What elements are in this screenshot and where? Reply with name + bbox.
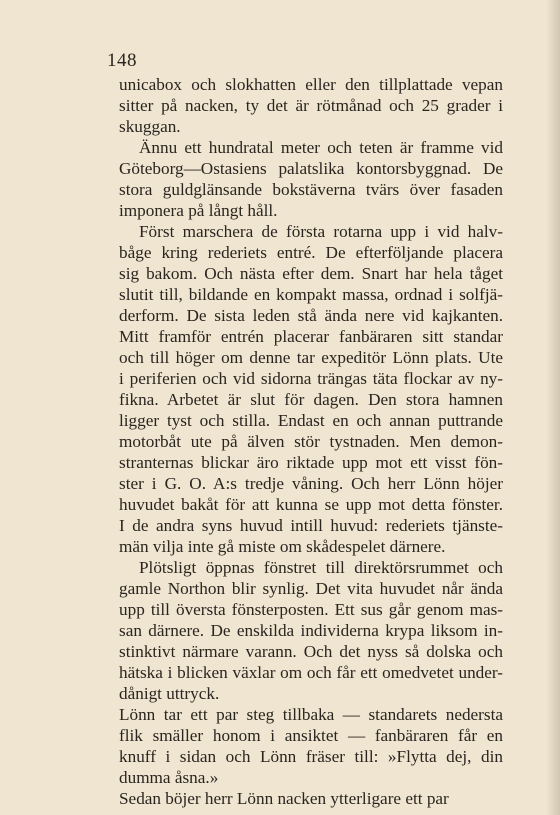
text-line: män vilja inte gå miste om skådespelet därnere. bbox=[119, 537, 446, 556]
text-line: Ännu ett hundratal meter och teten är framme vid bbox=[139, 138, 503, 157]
text-line: sig bakom. Och nästa efter dem. Snart har hela tåget bbox=[119, 264, 503, 283]
text-line: fikna. Arbetet är slut för dagen. Den stora hamnen bbox=[119, 390, 503, 409]
text-line: derform. De sista leden stå ända nere vid kajkanten. bbox=[119, 306, 503, 325]
text-line: upp till översta fönsterposten. Ett sus går genom mas- bbox=[119, 600, 503, 619]
text-line: i periferien och vid sidorna trängas täta flockar av ny- bbox=[119, 369, 503, 388]
text-line: ligger tyst och stilla. Endast en och annan puttrande bbox=[119, 411, 503, 430]
text-line: Först marschera de första rotarna upp i vid halv- bbox=[139, 222, 503, 241]
text-line: gamle Northon blir synlig. Det vita huvudet når ända bbox=[119, 579, 503, 598]
text-line: Plötsligt öppnas fönstret till direktörsrummet och bbox=[139, 558, 503, 577]
text-line: stora guldglänsande bokstäverna tvärs över fasaden bbox=[119, 180, 503, 199]
page-edge-shadow bbox=[546, 0, 560, 815]
text-line: Göteborg—Ostasiens palatslika kontorsbyggnad. De bbox=[119, 159, 503, 178]
text-line: stinktivt närmare varann. Och det nyss så dolska och bbox=[119, 642, 503, 661]
text-line: Sedan böjer herr Lönn nacken ytterligare ett par bbox=[119, 789, 449, 808]
text-line: båge kring rederiets entré. De efterföljande placera bbox=[119, 243, 503, 262]
page-number: 148 bbox=[107, 50, 137, 71]
text-line: dumma åsna.» bbox=[119, 768, 219, 787]
text-line: ster i G. O. A:s tredje våning. Och herr Lönn höjer bbox=[119, 474, 503, 493]
text-line: Mitt framför entrén placerar fanbäraren sitt standar bbox=[119, 327, 503, 346]
text-line: motorbåt ute på älven stör tystnaden. Men demon- bbox=[119, 432, 503, 451]
text-line: och till höger om denne tar expeditör Lönn plats. Ute bbox=[119, 348, 503, 367]
text-line: unicabox och slokhatten eller den tillplattade vepan bbox=[119, 75, 503, 94]
body-text bbox=[119, 74, 503, 809]
text-line: san därnere. De enskilda individerna krypa liksom in- bbox=[119, 621, 503, 640]
text-line: I de andra syns huvud intill huvud: rederiets tjänste- bbox=[119, 516, 503, 535]
text-line: slutit till, bildande en kompakt massa, ordnad i solfjä- bbox=[119, 285, 503, 304]
text-line: stranternas blickar äro riktade upp mot ett visst fön- bbox=[119, 453, 503, 472]
text-line: hätska i blicken växlar om och får ett omedvetet under- bbox=[119, 663, 503, 682]
text-line: Lönn tar ett par steg tillbaka — standarets nedersta bbox=[119, 705, 503, 724]
text-line: flik smäller honom i ansiktet — fanbäraren får en bbox=[119, 726, 503, 745]
text-line: dånigt uttryck. bbox=[119, 684, 220, 703]
text-line: skuggan. bbox=[119, 117, 181, 136]
text-line: sitter på nacken, ty det är rötmånad och 25 grader i bbox=[119, 96, 503, 115]
text-line: knuff i sidan och Lönn fräser till: »Flytta dej, din bbox=[119, 747, 503, 766]
text-line: huvudet bakåt för att kunna se upp mot detta fönster. bbox=[119, 495, 503, 514]
text-line: imponera på långt håll. bbox=[119, 201, 278, 220]
